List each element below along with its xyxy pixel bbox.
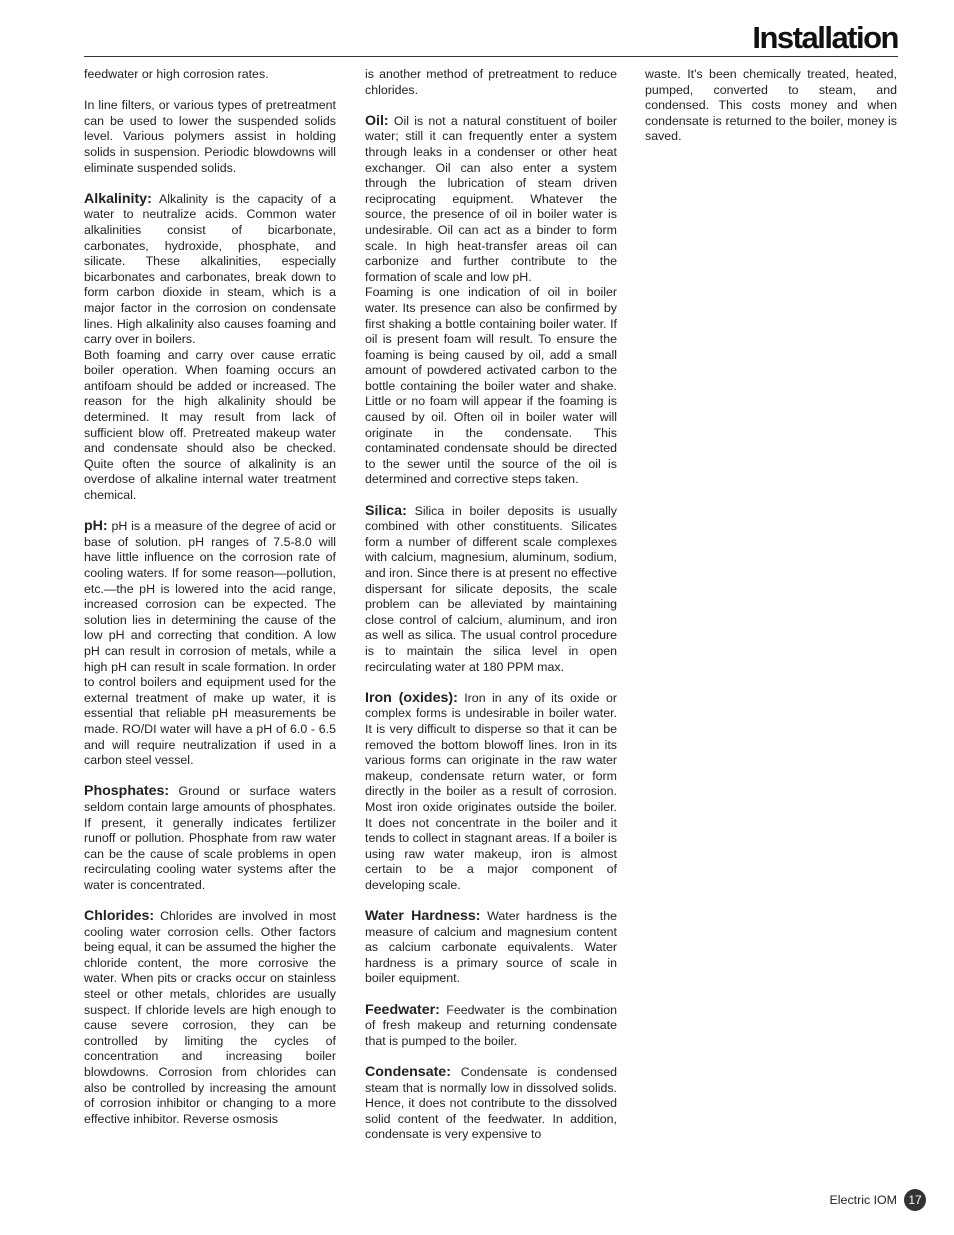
section-body: Ground or surface waters seldom contain large amounts of phosphates. If present, it generally indicates fertilizer runoff or pollution. Phosphate from raw water can be the cause of scale problems in open recirculating cooling water systems after the water is concentrated. (84, 784, 336, 892)
section-heading: Iron (oxides): (365, 689, 458, 706)
paragraph: Both foaming and carry over cause erratic boiler operation. When foaming occurs an antifoam should be added or increased. The reason for the high alkalinity should be determined. It may result from lack of sufficient blow off. Pretreated makeup water and condensate should also be checked. Quite often the source of alkalinity is an overdose of alkaline internal water treatment chemical. (84, 347, 336, 503)
section-heading: pH: (84, 518, 108, 535)
section-body: Water hardness is the measure of calcium and magnesium content as calcium carbonate equivalents. Water hardness is a primary source of scale in boiler equipment. (365, 909, 617, 986)
section-heading: Chlorides: (84, 908, 155, 925)
hardness-section (365, 909, 617, 987)
feedwater-section (365, 1003, 617, 1050)
section-heading: Feedwater: (365, 1001, 440, 1018)
phosphates-section (84, 784, 336, 893)
chlorides-section (84, 909, 336, 1127)
column-3 (645, 67, 897, 161)
section-body: Iron in any of its oxide or complex forms is undesirable in boiler water. It is very difficult to disperse so that it can be removed the bottom blowoff lines. Iron in its various forms can originate in the raw water makeup, condensate return water, or form directly in the boiler as a result of corrosion. Most iron oxide originates outside the boiler. It does not concentrate in the boiler and it tends to collect in stagnant areas. If a boiler is using raw water makeup, iron is almost certain to be a major component of developing scale. (365, 690, 618, 892)
alkalinity-section (84, 192, 336, 348)
section-body: Chlorides are involved in most cooling water corrosion cells. Other factors being equal, it can be assumed the higher the chloride content, the more corrosive the water. When pits or cracks occur on stainless steel or other metals, chlorides are usually suspect. If chloride levels are high enough to cause severe corrosion, they can be controlled by limiting the cycles of concentration and increasing boiler blowdowns. Corrosion from chlorides can also be controlled by increasing the amount of corrosion inhibitor or changing to a more effective inhibitor. Reverse osmosis (84, 909, 336, 1126)
section-heading: Condensate: (365, 1064, 451, 1080)
section-heading: Oil: (365, 112, 389, 129)
section-body: Silica in boiler deposits is usually combined with other constituents. Silicates form a number of different scale complexes with calcium, magnesium, aluminum, sodium, and iron. Since there is at present no effective dispersant for silicate deposits, the scale problem can be alleviated by maintaining close control of calcium, aluminum, and iron as well as silica. The usual control procedure is to maintain the silica level in open recirculating water at 180 PPM max. (365, 503, 617, 674)
column-1 (84, 67, 336, 1143)
section-body: Feedwater is the combination of fresh makeup and returning condensate that is pumped to the boiler. (365, 1002, 617, 1048)
footer-label: Electric IOM (829, 1193, 897, 1207)
paragraph: waste. It's been chemically treated, heated, pumped, converted to steam, and condensed. This costs money and when condensate is returned to the boiler, money is saved. (645, 67, 897, 144)
page-number: 17 (904, 1189, 926, 1211)
section-heading: Phosphates: (84, 783, 170, 800)
section-body: pH is a measure of the degree of acid or base of solution. pH ranges of 7.5-8.0 will have little influence on the corrosion rate of cooling waters. If for some reason—pollution, etc.—the pH is lowered into the acid range, increased corrosion can be expected. The solution lies in determining the cause of the low pH and correcting that condition. A low pH can result in corrosion of metals, while a high pH can result in scale formation. In order to control boilers and equipment used for the external treatment of make up water, it is essential that reliable pH measurements be made. RO/DI water will have a pH of 6.0 - 6.5 and will require neutralization if used in a carbon steel vessel. (84, 519, 336, 768)
section-heading: Alkalinity: (84, 190, 152, 207)
oil-section (365, 114, 617, 286)
paragraph: is another method of pretreatment to reduce chlorides. (365, 67, 617, 97)
page-title: Installation (752, 20, 898, 55)
header-rule (84, 56, 898, 57)
section-heading: Water Hardness: (365, 908, 481, 925)
section-body: Alkalinity is the capacity of a water to neutralize acids. Common water alkalinities consist of bicarbonate, carbonates, hydroxide, phosphate, and silicate. These alkalinities, especially bicarbonates and carbonates, break down to form carbon dioxide in steam, which is a major factor in the corrosion on condensate lines. High alkalinity also causes foaming and carry over in boilers. (84, 191, 336, 347)
section-body: Condensate is condensed steam that is normally low in dissolved solids. Hence, it does not contribute to the dissolved solid content of the feedwater. In addition, condensate is very expensive to (365, 1065, 617, 1142)
ph-section (84, 519, 336, 769)
column-2 (365, 67, 617, 1159)
iron-section (365, 691, 617, 894)
paragraph: Foaming is one indication of oil in boiler water. Its presence can also be confirmed by first shaking a bottle containing boiler water. If oil is present foam will result. To ensure the foaming is being caused by oil, add a small amount of powdered activated carbon to the bottle containing the boiler water and shake. Little or no foam will appear if the foaming is caused by oil. Often oil in boiler water will originate in the condensate. This contaminated condensate should be directed to the sewer until the source of the oil is determined and corrective steps taken. (365, 285, 617, 487)
section-heading: Silica: (365, 502, 407, 519)
section-body: Oil is not a natural constituent of boiler water; still it can frequently enter a system through leaks in a condenser or other heat exchanger. Oil can also enter a system through the lubrication of steam driven reciprocating equipment. Whatever the source, the presence of oil in boiler water is undesirable. Oil can act as a binder to form scale. In high heat-transfer areas oil can carbonize and further contribute to the formation of scale and low pH. (365, 113, 617, 284)
silica-section (365, 504, 617, 676)
paragraph: feedwater or high corrosion rates. (84, 67, 269, 81)
page-footer (830, 1189, 926, 1211)
paragraph: In line filters, or various types of pretreatment can be used to lower the suspended solids level. Various polymers assist in holding solids in suspension. Periodic blowdowns will eliminate suspended solids. (84, 98, 336, 175)
condensate-section (365, 1065, 617, 1143)
